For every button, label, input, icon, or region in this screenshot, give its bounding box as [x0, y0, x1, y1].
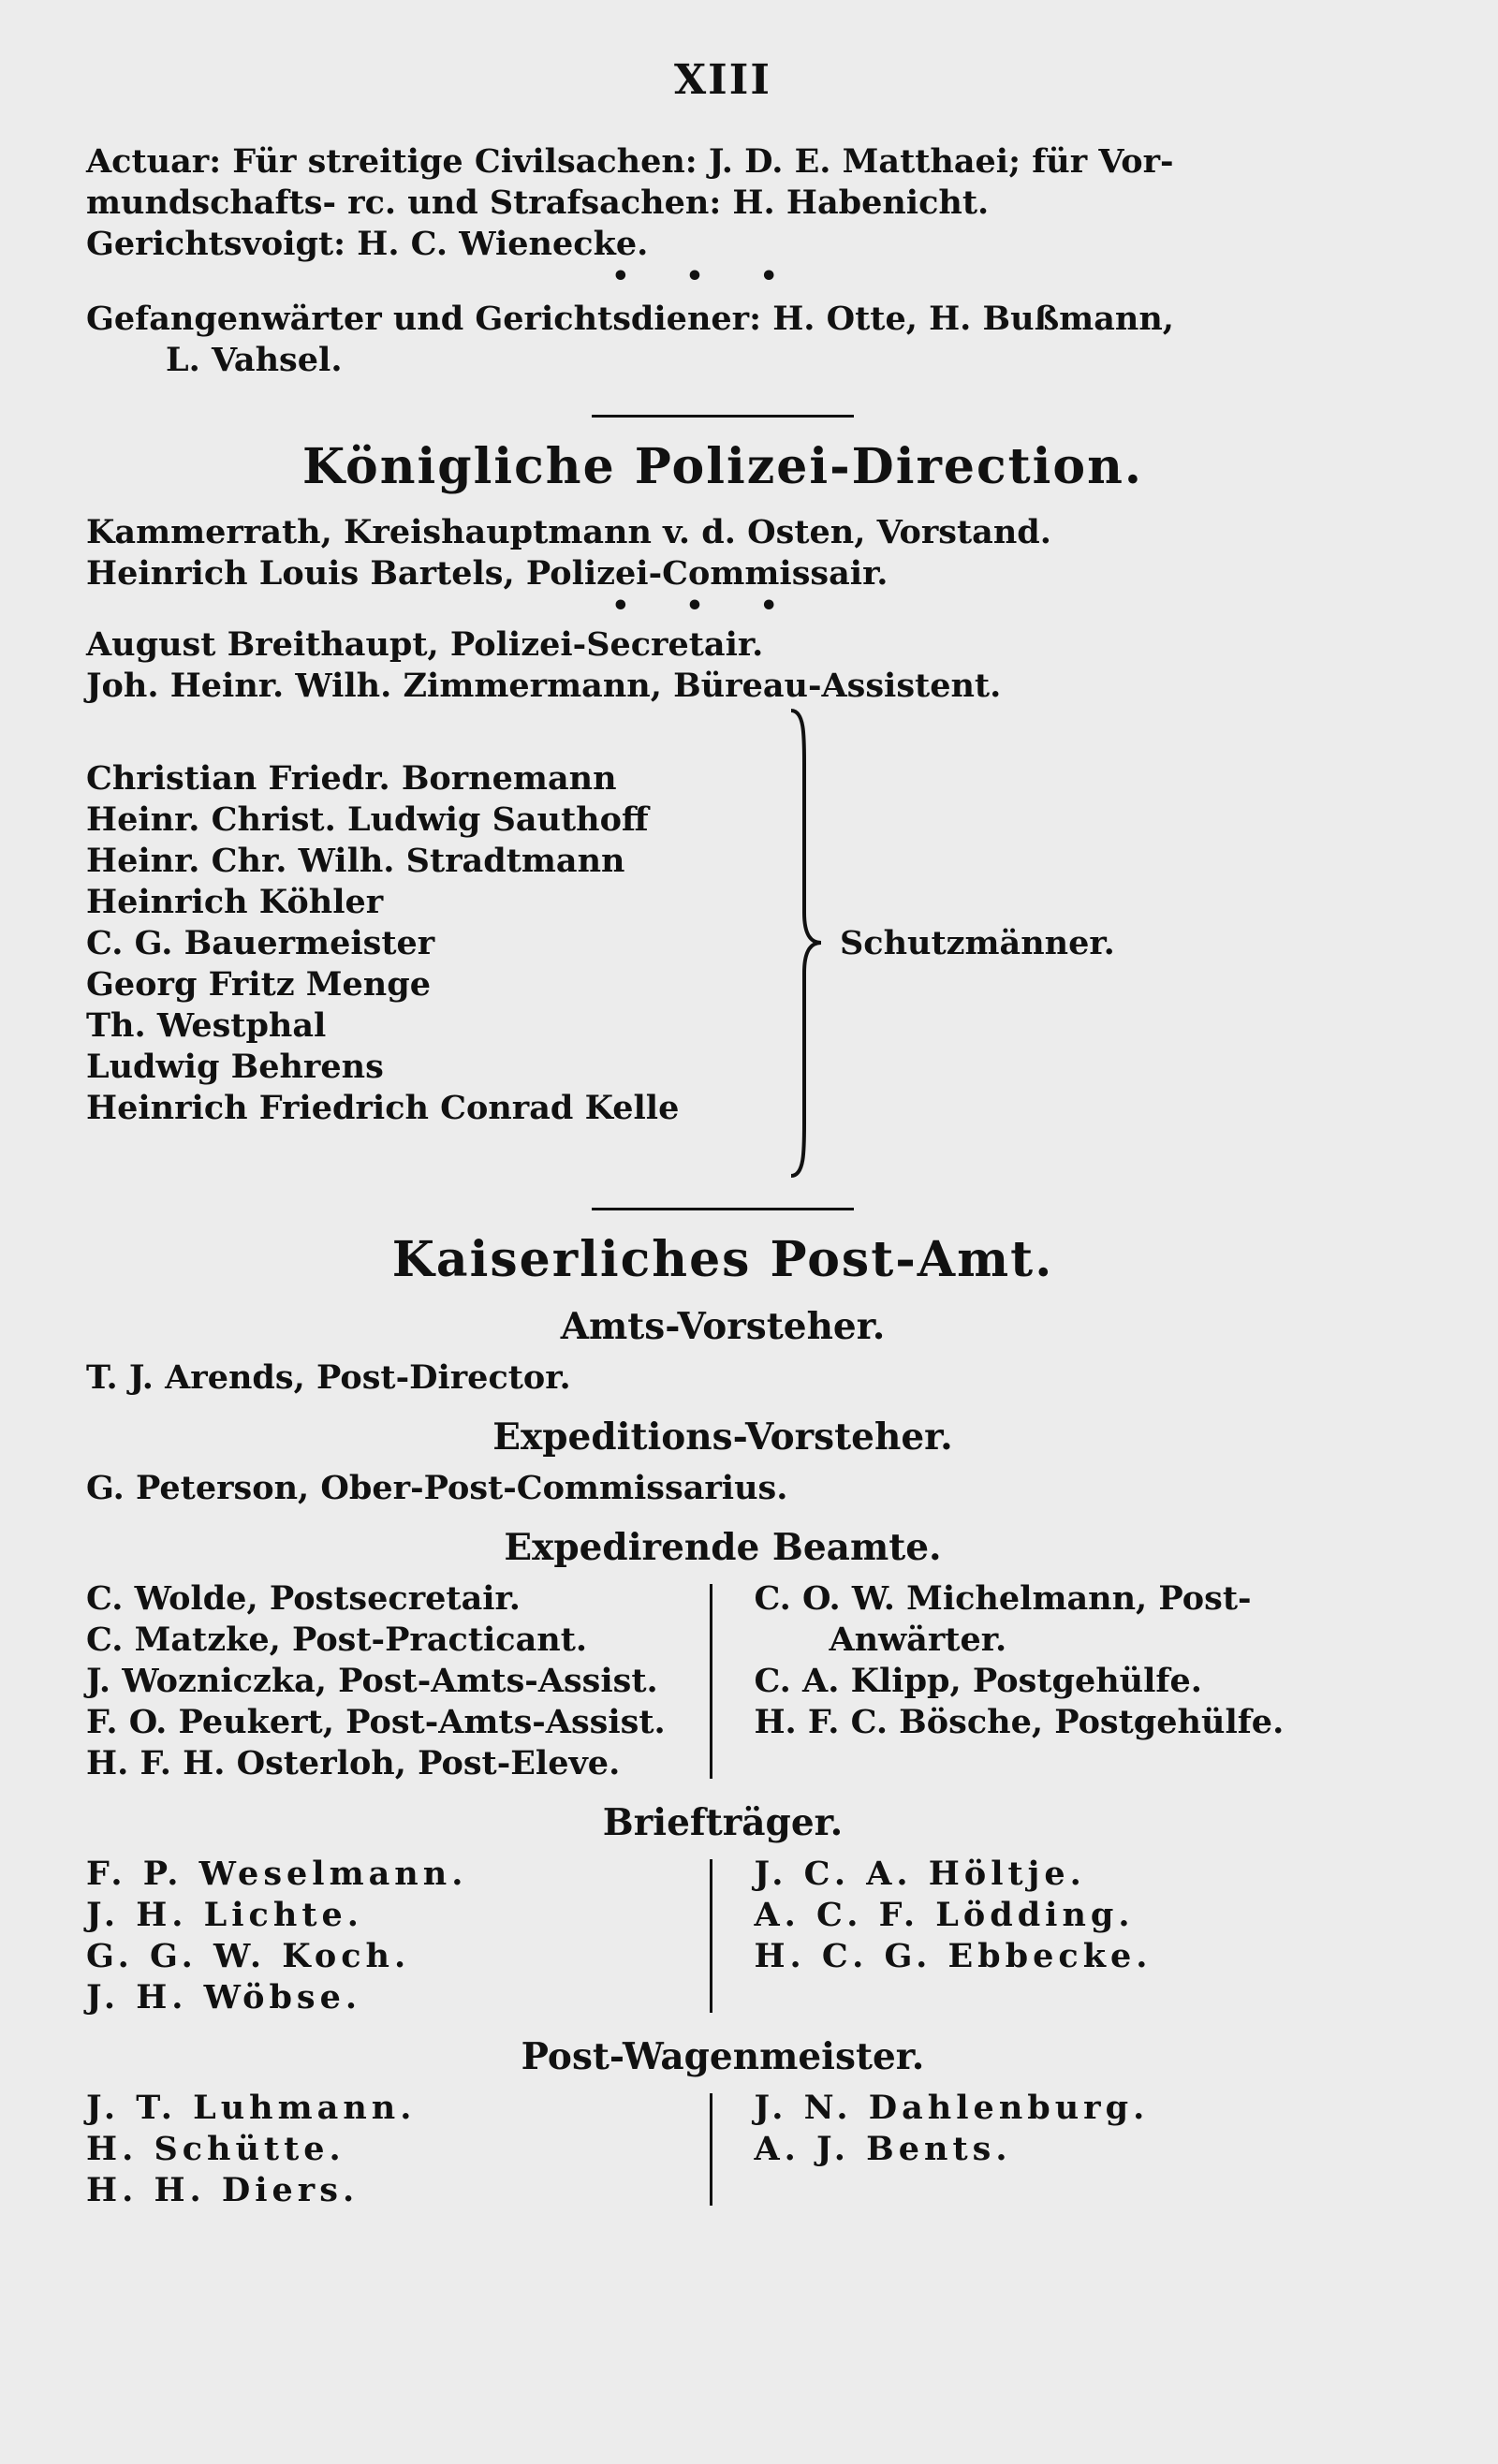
police-section — [86, 438, 1359, 1180]
beamte-left-column — [86, 1578, 710, 1784]
beamte-entry: H. F. H. Osterloh, Post-Eleve. — [86, 1744, 621, 1782]
wagenmeister-entry: J. N. Dahlenburg. — [754, 2089, 1150, 2127]
wagenmeister-entry: A. J. Bents. — [754, 2130, 1012, 2168]
beamte-columns — [86, 1578, 1359, 1784]
court-line: L. Vahsel. — [166, 341, 343, 379]
post-heading: Kaiserliches Post-Amt. — [391, 1231, 1054, 1288]
beamte-entry: C. Matzke, Post-Practicant. — [86, 1621, 588, 1659]
brieftraeger-entry: J. H. Wöbse. — [86, 1978, 362, 2017]
constable-name: Georg Fritz Menge — [86, 964, 431, 1004]
beamte-entry: J. Wozniczka, Post-Amts-Assist. — [86, 1662, 658, 1700]
constable-name: Heinrich Köhler — [86, 882, 384, 921]
beamte-entry: F. O. Peukert, Post-Amts-Assist. — [86, 1703, 666, 1741]
wagenmeister-heading: Post-Wagenmeister. — [521, 2035, 925, 2078]
constable-name: Christian Friedr. Bornemann — [86, 758, 617, 798]
court-line: Gerichtsvoigt: H. C. Wienecke. — [86, 225, 649, 263]
beamte-entry: C. O. W. Michelmann, Post- — [754, 1579, 1252, 1618]
police-line: Kammerrath, Kreishauptmann v. d. Osten, Vorstand. — [86, 513, 1051, 551]
brieftraeger-entry: J. H. Lichte. — [86, 1896, 363, 1934]
section-divider — [592, 1208, 854, 1210]
section-divider — [592, 415, 854, 418]
constable-name: Ludwig Behrens — [86, 1047, 384, 1086]
police-line: Joh. Heinr. Wilh. Zimmermann, Büreau-Assistent. — [86, 667, 1002, 705]
post-section — [86, 1231, 1359, 2211]
police-line: August Breithaupt, Polizei-Secretair. — [86, 625, 764, 664]
expeditionsvorsteher-line: G. Peterson, Ober-Post-Commissarius. — [86, 1469, 788, 1507]
constables-block — [86, 707, 1359, 1180]
brieftraeger-columns — [86, 1854, 1359, 2018]
court-line: Gefangenwärter und Gerichtsdiener: H. Otte, H. Bußmann, — [86, 300, 1174, 338]
brieftraeger-entry: F. P. Weselmann. — [86, 1855, 468, 1893]
wagenmeister-left-column — [86, 2088, 710, 2211]
brieftraeger-right-column — [712, 1854, 1359, 2018]
amtsvorsteher-heading: Amts-Vorsteher. — [560, 1305, 886, 1348]
wagenmeister-entry: J. T. Luhmann. — [86, 2089, 417, 2127]
brieftraeger-entry: H. C. G. Ebbecke. — [754, 1937, 1153, 1975]
beamte-right-column — [712, 1578, 1359, 1784]
page-number: XIII — [674, 56, 771, 104]
brieftraeger-entry: A. C. F. Lödding. — [754, 1896, 1135, 1934]
constables-list — [86, 758, 784, 1129]
brieftraeger-heading: Briefträger. — [602, 1801, 844, 1844]
wagenmeister-right-column — [712, 2088, 1359, 2211]
court-section — [86, 141, 1359, 381]
constables-label: Schutzmänner. — [840, 924, 1115, 962]
court-line: Actuar: Für streitige Civilsachen: J. D. E. Matthaei; für Vor- — [86, 142, 1174, 181]
wagenmeister-entry: H. H. Diers. — [86, 2171, 360, 2209]
constable-name: Th. Westphal — [86, 1005, 327, 1045]
beamte-entry: H. F. C. Bösche, Postgehülfe. — [754, 1703, 1285, 1741]
page-content — [86, 56, 1359, 2211]
constable-name: Heinrich Friedrich Conrad Kelle — [86, 1088, 680, 1127]
court-line: mundschafts- rc. und Strafsachen: H. Habenicht. — [86, 183, 990, 222]
expeditionsvorsteher-heading: Expeditions-Vorsteher. — [492, 1415, 953, 1459]
police-heading: Königliche Polizei-Direction. — [301, 438, 1144, 495]
beamte-entry: C. A. Klipp, Postgehülfe. — [754, 1662, 1202, 1700]
ornament-dots: ••• — [611, 590, 834, 623]
beamte-heading: Expedirende Beamte. — [504, 1526, 942, 1569]
constable-name: Heinr. Chr. Wilh. Stradtmann — [86, 841, 625, 880]
constable-name: C. G. Bauermeister — [86, 923, 435, 962]
amtsvorsteher-line: T. J. Arends, Post-Director. — [86, 1358, 571, 1397]
beamte-entry: Anwärter. — [829, 1621, 1007, 1659]
constable-name: Heinr. Christ. Ludwig Sauthoff — [86, 799, 649, 839]
wagenmeister-columns — [86, 2088, 1359, 2211]
brieftraeger-entry: J. C. A. Höltje. — [754, 1855, 1086, 1893]
ornament-dots: ••• — [611, 260, 834, 293]
curly-brace — [784, 707, 830, 1180]
beamte-entry: C. Wolde, Postsecretair. — [86, 1579, 521, 1618]
brieftraeger-left-column — [86, 1854, 710, 2018]
brieftraeger-entry: G. G. W. Koch. — [86, 1937, 411, 1975]
police-line: Heinrich Louis Bartels, Polizei-Commissair. — [86, 554, 889, 593]
wagenmeister-entry: H. Schütte. — [86, 2130, 345, 2168]
